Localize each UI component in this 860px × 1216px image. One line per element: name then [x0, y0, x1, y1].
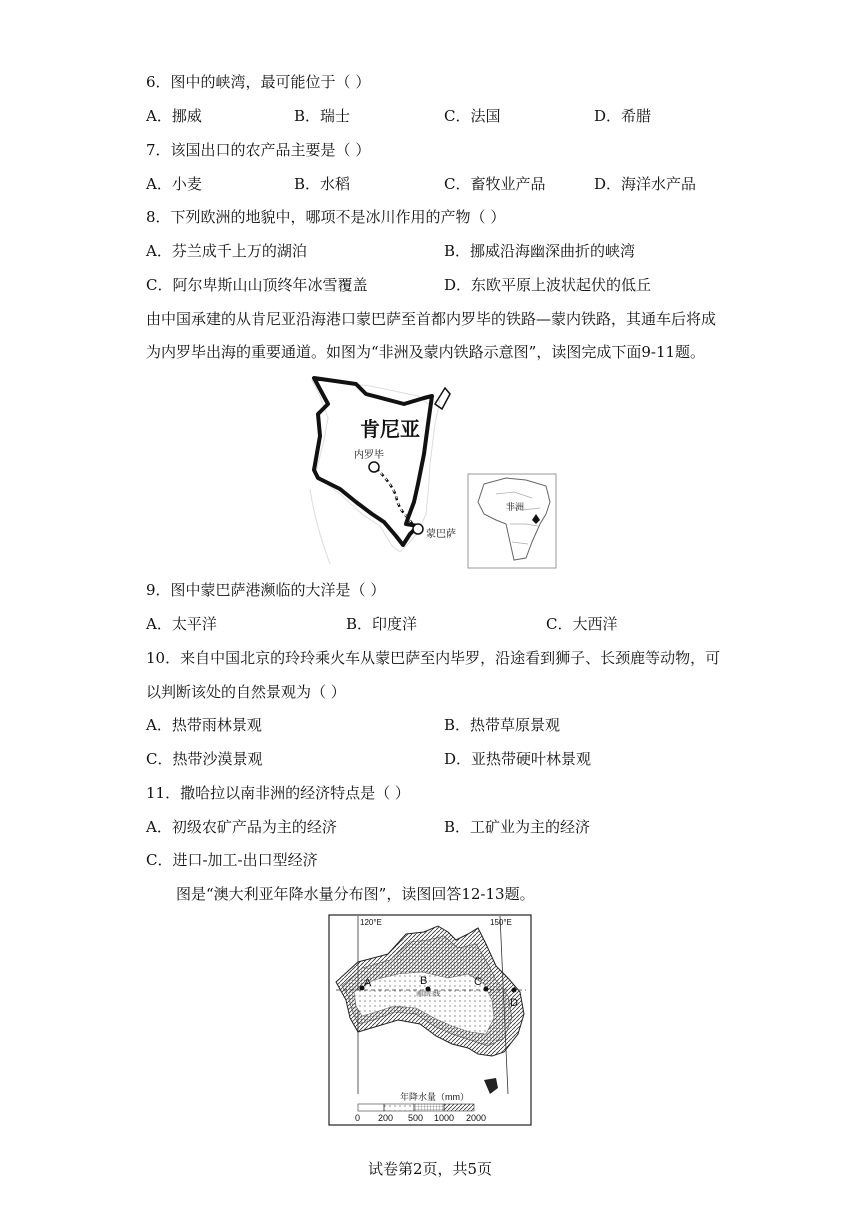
- q8-option-d: D．东欧平原上波状起伏的低丘: [444, 276, 652, 294]
- q10-stem-line2: 以判断该处的自然景观为（ ）: [146, 683, 346, 701]
- q8-option-a: A．芬兰成千上万的湖泊: [146, 242, 307, 260]
- intro2-paragraph: 图是“澳大利亚年降水量分布图”，读图回答12-13题。: [176, 885, 535, 903]
- q9-option-c: C．大西洋: [546, 615, 618, 633]
- q7-option-c: C．畜牧业产品: [444, 175, 546, 193]
- legend-tick-0: 0: [355, 1113, 361, 1123]
- lon-120-label: 120°E: [360, 918, 382, 927]
- q11-option-b: B．工矿业为主的经济: [444, 818, 591, 836]
- point-a-label: A: [364, 977, 372, 989]
- q7-option-b: B．水稻: [294, 175, 351, 193]
- q8-option-c: C．阿尔卑斯山山顶终年冰雪覆盖: [146, 276, 368, 294]
- q7-stem: 7．该国出口的农产品主要是（ ）: [146, 141, 371, 159]
- legend-title: 年降水量（mm）: [400, 1092, 469, 1102]
- nairobi-marker: [369, 462, 379, 472]
- legend-tick-1000: 1000: [434, 1113, 455, 1123]
- q10-option-c: C．热带沙漠景观: [146, 750, 263, 768]
- q10-option-b: B．热带草原景观: [444, 716, 561, 734]
- lon-150-label: 150°E: [490, 918, 512, 927]
- q11-option-a: A．初级农矿产品为主的经济: [146, 818, 337, 836]
- q10-option-d: D．亚热带硬叶林景观: [444, 750, 592, 768]
- q6-option-a: A．挪威: [146, 107, 202, 125]
- map-mombasa-label: 蒙巴萨: [426, 529, 456, 540]
- mombasa-marker: [413, 524, 423, 534]
- legend-tick-2000: 2000: [466, 1113, 487, 1123]
- q9-option-a: A．太平洋: [146, 615, 217, 633]
- kenya-railway-map: [300, 374, 560, 574]
- q6-option-c: C．法国: [444, 107, 501, 125]
- point-b-label: B: [420, 975, 428, 987]
- q9-option-b: B．印度洋: [346, 615, 418, 633]
- q6-stem: 6．图中的峡湾，最可能位于（ ）: [146, 73, 371, 91]
- q10-option-a: A．热带雨林景观: [146, 716, 262, 734]
- q10-stem-line1: 10．来自中国北京的玲玲乘火车从蒙巴萨至内毕罗，沿途看到狮子、长颈鹿等动物，可: [146, 649, 721, 667]
- legend-tick-200: 200: [378, 1113, 394, 1123]
- australia-rainfall-map: [328, 914, 534, 1128]
- q7-option-d: D．海洋水产品: [594, 175, 697, 193]
- q8-stem: 8．下列欧洲的地貌中，哪项不是冰川作用的产物（ ）: [146, 208, 506, 226]
- tropic-label: 南回归线: [416, 992, 441, 998]
- intro-paragraph-line2: 为内罗毕出海的重要通道。如图为“非洲及蒙内铁路示意图”，读图完成下面9-11题。: [146, 343, 706, 361]
- point-c-label: C: [474, 976, 482, 988]
- q11-stem: 11．撒哈拉以南非洲的经济特点是（ ）: [146, 784, 410, 802]
- q6-option-d: D．希腊: [594, 107, 652, 125]
- map-country-label: 肯尼亚: [360, 419, 420, 441]
- q8-option-b: B．挪威沿海幽深曲折的峡湾: [444, 242, 636, 260]
- point-d-label: D: [510, 997, 518, 1009]
- q7-option-a: A．小麦: [146, 175, 202, 193]
- q9-stem: 9．图中蒙巴萨港濒临的大洋是（ ）: [146, 581, 386, 599]
- page-footer: 试卷第2页，共5页: [367, 1160, 493, 1178]
- map-nairobi-label: 内罗毕: [354, 450, 384, 461]
- inset-africa-label: 非洲: [506, 502, 525, 512]
- legend-tick-500: 500: [408, 1113, 424, 1123]
- q11-option-c: C．进口-加工-出口型经济: [146, 851, 318, 869]
- q6-option-b: B．瑞士: [294, 107, 351, 125]
- intro-paragraph-line1: 由中国承建的从肯尼亚沿海港口蒙巴萨至首都内罗毕的铁路—蒙内铁路，其通车后将成: [146, 310, 717, 328]
